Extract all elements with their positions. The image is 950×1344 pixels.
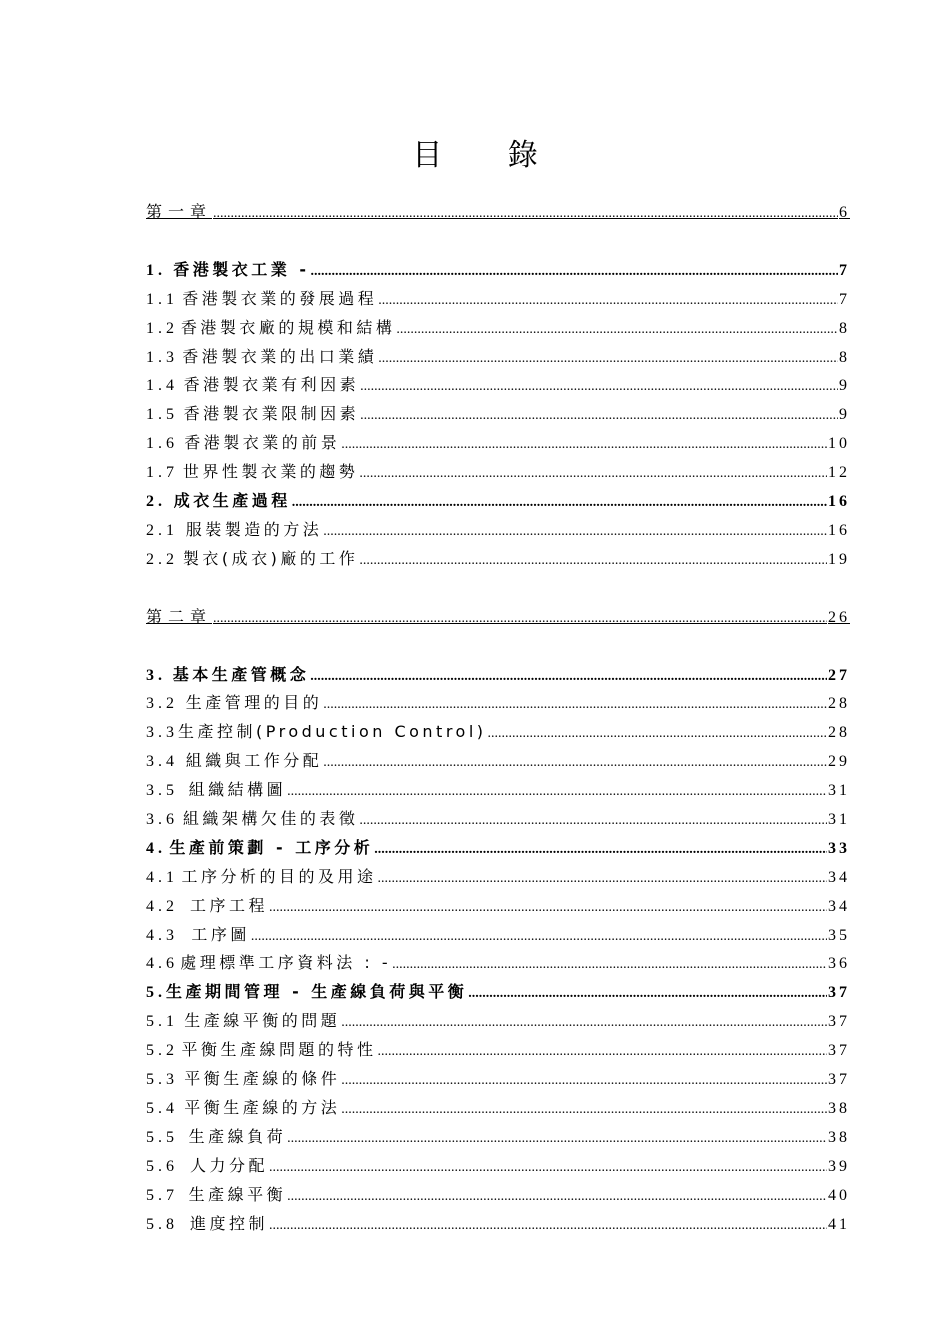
toc-entry-number: 1. bbox=[146, 261, 166, 279]
toc-entry[interactable] bbox=[146, 257, 850, 286]
dot-leader bbox=[323, 524, 827, 540]
toc-entry-page: 9 bbox=[839, 377, 850, 395]
toc-entry-label: 香港製衣業的前景 bbox=[184, 433, 341, 453]
toc-entry[interactable] bbox=[146, 488, 850, 517]
dot-leader bbox=[378, 293, 838, 309]
dot-leader bbox=[251, 929, 827, 945]
dot-leader bbox=[311, 264, 839, 280]
dot-leader bbox=[468, 986, 827, 1002]
toc-chapter-entry[interactable] bbox=[146, 199, 850, 228]
toc-entry-number: 5.1 bbox=[146, 1013, 178, 1031]
dot-leader bbox=[341, 1073, 827, 1089]
toc-entry-page: 33 bbox=[828, 839, 850, 857]
toc-entry-number: 5.3 bbox=[146, 1071, 178, 1089]
toc-entry[interactable] bbox=[146, 835, 850, 864]
toc-entry-number: 2. bbox=[146, 493, 166, 511]
toc-entry[interactable] bbox=[146, 1066, 850, 1095]
toc-entry[interactable] bbox=[146, 344, 850, 373]
toc-entry[interactable] bbox=[146, 662, 850, 691]
toc-entry-number: 1.3 bbox=[146, 348, 178, 366]
toc-entry-page: 26 bbox=[828, 608, 850, 626]
toc-entry-label: 香港製衣業的發展過程 bbox=[182, 288, 378, 308]
toc-entry-number: 3.2 bbox=[146, 695, 178, 713]
toc-entry-label: 香港製衣工業 - bbox=[173, 259, 310, 279]
toc-entry-label: 生產線平衡的問題 bbox=[184, 1011, 341, 1031]
toc-entry[interactable] bbox=[146, 690, 850, 719]
toc-entry-label: 組織與工作分配 bbox=[185, 751, 323, 771]
toc-entry-page: 38 bbox=[828, 1099, 850, 1117]
toc-entry[interactable] bbox=[146, 286, 850, 315]
dot-leader bbox=[287, 784, 827, 800]
toc-entry-label: 香港製衣業有利因素 bbox=[183, 375, 360, 395]
toc-chapter-entry[interactable] bbox=[146, 604, 850, 633]
toc-entry-page: 28 bbox=[828, 695, 850, 713]
dot-leader bbox=[287, 1189, 827, 1205]
dot-leader bbox=[359, 466, 827, 482]
toc-entry-label: 生產控制(Production Control) bbox=[178, 722, 487, 742]
toc-entry-label: 第二章 bbox=[146, 606, 213, 626]
dot-leader bbox=[269, 900, 827, 916]
toc-entry[interactable] bbox=[146, 1182, 850, 1211]
page-title: 目 錄 bbox=[412, 138, 566, 173]
toc-entry-page: 40 bbox=[828, 1186, 850, 1204]
dot-leader bbox=[269, 1218, 827, 1234]
toc-entry[interactable] bbox=[146, 719, 850, 748]
toc-entry-page: 28 bbox=[828, 724, 850, 742]
toc-entry-number: 5.7 bbox=[146, 1186, 178, 1204]
dot-leader bbox=[359, 813, 827, 829]
toc-entry-page: 16 bbox=[828, 521, 850, 539]
toc-entry-number: 5.2 bbox=[146, 1042, 178, 1060]
toc-entry-label: 世界性製衣業的趨勢 bbox=[182, 462, 359, 482]
toc-entry[interactable] bbox=[146, 459, 850, 488]
toc-entry-page: 34 bbox=[828, 868, 850, 886]
dot-leader bbox=[287, 1131, 827, 1147]
toc-entry[interactable] bbox=[146, 517, 850, 546]
toc-entry[interactable] bbox=[146, 430, 850, 459]
toc-entry-number: 5.8 bbox=[146, 1215, 178, 1233]
dot-leader bbox=[396, 322, 838, 338]
toc-entry-page: 7 bbox=[839, 261, 850, 279]
dot-leader bbox=[269, 1160, 827, 1176]
toc-entry-label: 服裝製造的方法 bbox=[185, 519, 323, 539]
toc-entry-label: 生產期間管理 - 生產線負荷與平衡 bbox=[166, 982, 468, 1002]
dot-leader bbox=[377, 871, 827, 887]
spacer bbox=[146, 575, 850, 604]
toc-entry-label: 生產線負荷 bbox=[188, 1126, 287, 1146]
toc-entry-number: 1.7 bbox=[146, 464, 178, 482]
toc-entry[interactable] bbox=[146, 950, 850, 979]
dot-leader bbox=[488, 726, 827, 742]
toc-entry-label: 香港製衣業的出口業績 bbox=[182, 346, 378, 366]
toc-entry-page: 37 bbox=[828, 1042, 850, 1060]
toc-entry[interactable] bbox=[146, 806, 850, 835]
toc-entry-label: 製衣(成衣)廠的工作 bbox=[182, 548, 359, 568]
toc-entry-number: 4.2 bbox=[146, 897, 178, 915]
toc-entry[interactable] bbox=[146, 979, 850, 1008]
toc-entry-page: 19 bbox=[828, 550, 850, 568]
dot-leader bbox=[374, 842, 827, 858]
toc-entry-page: 12 bbox=[828, 464, 850, 482]
toc-entry-page: 31 bbox=[828, 811, 850, 829]
toc-entry-label: 平衡生產線的方法 bbox=[184, 1097, 341, 1117]
toc-entry-number: 2.2 bbox=[146, 550, 178, 568]
toc-entry-label: 人力分配 bbox=[189, 1155, 268, 1175]
toc-entry[interactable] bbox=[146, 893, 850, 922]
toc-entry-label: 生產線平衡 bbox=[188, 1184, 287, 1204]
toc-entry-page: 29 bbox=[828, 753, 850, 771]
toc-entry[interactable] bbox=[146, 777, 850, 806]
toc-entry-page: 37 bbox=[828, 1071, 850, 1089]
toc-entry-number: 3.3 bbox=[146, 724, 178, 742]
dot-leader bbox=[310, 669, 827, 685]
dot-leader bbox=[378, 351, 838, 367]
toc-entry-number: 4.1 bbox=[146, 868, 178, 886]
dot-leader bbox=[213, 206, 838, 222]
toc-entry-number: 4.3 bbox=[146, 926, 178, 944]
toc-entry-label: 處理標準工序資料法 : - bbox=[180, 953, 392, 973]
toc-entry-number: 4.6 bbox=[146, 955, 178, 973]
toc-entry-number: 3. bbox=[146, 666, 166, 684]
toc-entry-page: 16 bbox=[828, 493, 850, 511]
toc-entry-page: 8 bbox=[839, 348, 850, 366]
dot-leader bbox=[341, 1015, 827, 1031]
toc-entry-label: 工序分析的目的及用途 bbox=[181, 866, 377, 886]
dot-leader bbox=[377, 1044, 827, 1060]
toc-entry[interactable] bbox=[146, 1211, 850, 1240]
toc-entry-label: 成衣生產過程 bbox=[173, 491, 291, 511]
dot-leader bbox=[213, 611, 827, 627]
toc-entry-page: 8 bbox=[839, 319, 850, 337]
toc-entry[interactable] bbox=[146, 1095, 850, 1124]
table-of-contents bbox=[146, 199, 850, 1239]
toc-entry-number: 5. bbox=[146, 984, 166, 1002]
toc-entry[interactable] bbox=[146, 1008, 850, 1037]
toc-entry-label: 生產前策劃 - 工序分析 bbox=[169, 837, 374, 857]
dot-leader bbox=[360, 379, 838, 395]
toc-entry[interactable] bbox=[146, 401, 850, 430]
toc-entry[interactable] bbox=[146, 315, 850, 344]
toc-entry-number: 5.5 bbox=[146, 1128, 178, 1146]
toc-entry-page: 41 bbox=[828, 1215, 850, 1233]
dot-leader bbox=[341, 1102, 827, 1118]
toc-entry[interactable] bbox=[146, 1153, 850, 1182]
spacer bbox=[146, 633, 850, 662]
toc-entry-page: 37 bbox=[828, 1013, 850, 1031]
toc-entry-number: 5.6 bbox=[146, 1157, 178, 1175]
toc-entry-number: 1.6 bbox=[146, 435, 178, 453]
toc-entry[interactable] bbox=[146, 1124, 850, 1153]
toc-entry[interactable] bbox=[146, 748, 850, 777]
toc-entry-page: 37 bbox=[828, 984, 850, 1002]
toc-entry-page: 9 bbox=[839, 406, 850, 424]
toc-entry-label: 組織架構欠佳的表徵 bbox=[182, 809, 359, 829]
toc-entry-page: 31 bbox=[828, 782, 850, 800]
toc-entry-number: 2.1 bbox=[146, 521, 178, 539]
dot-leader bbox=[323, 697, 827, 713]
toc-entry-label: 工序工程 bbox=[189, 895, 268, 915]
toc-entry-page: 39 bbox=[828, 1157, 850, 1175]
toc-entry-number: 3.5 bbox=[146, 782, 178, 800]
toc-entry-page: 7 bbox=[839, 290, 850, 308]
toc-entry[interactable] bbox=[146, 922, 850, 951]
toc-entry-label: 組織結構圖 bbox=[188, 780, 287, 800]
toc-entry-label: 工序圖 bbox=[191, 924, 250, 944]
toc-entry-number: 3.4 bbox=[146, 753, 178, 771]
toc-entry[interactable] bbox=[146, 864, 850, 893]
dot-leader bbox=[323, 755, 827, 771]
toc-entry-label: 平衡生產線問題的特性 bbox=[181, 1040, 377, 1060]
toc-entry-label: 香港製衣廠的規模和結構 bbox=[180, 317, 396, 337]
toc-entry-label: 基本生產管概念 bbox=[172, 664, 310, 684]
toc-entry-label: 進度控制 bbox=[189, 1213, 268, 1233]
toc-entry-page: 34 bbox=[828, 897, 850, 915]
dot-leader bbox=[359, 553, 827, 569]
toc-entry-number: 5.4 bbox=[146, 1099, 178, 1117]
toc-entry-number: 4. bbox=[146, 839, 166, 857]
toc-entry-page: 27 bbox=[828, 666, 850, 684]
toc-entry[interactable] bbox=[146, 372, 850, 401]
toc-entry[interactable] bbox=[146, 1037, 850, 1066]
toc-entry-number: 1.5 bbox=[146, 406, 178, 424]
toc-entry-number: 1.2 bbox=[146, 319, 178, 337]
toc-entry-number: 3.6 bbox=[146, 811, 178, 829]
toc-entry-page: 38 bbox=[828, 1128, 850, 1146]
spacer bbox=[146, 228, 850, 257]
toc-entry-label: 第一章 bbox=[146, 202, 213, 221]
dot-leader bbox=[392, 957, 827, 973]
dot-leader bbox=[341, 437, 827, 453]
toc-entry-number: 1.1 bbox=[146, 290, 178, 308]
toc-entry-page: 6 bbox=[839, 204, 850, 221]
toc-entry[interactable] bbox=[146, 546, 850, 575]
toc-entry-page: 35 bbox=[828, 926, 850, 944]
toc-entry-page: 36 bbox=[828, 955, 850, 973]
dot-leader bbox=[292, 495, 827, 511]
toc-entry-label: 香港製衣業限制因素 bbox=[183, 404, 360, 424]
toc-entry-page: 10 bbox=[828, 435, 850, 453]
toc-entry-number: 1.4 bbox=[146, 377, 178, 395]
toc-entry-label: 平衡生產線的條件 bbox=[184, 1069, 341, 1089]
dot-leader bbox=[360, 408, 838, 424]
toc-entry-label: 生產管理的目的 bbox=[185, 693, 323, 713]
